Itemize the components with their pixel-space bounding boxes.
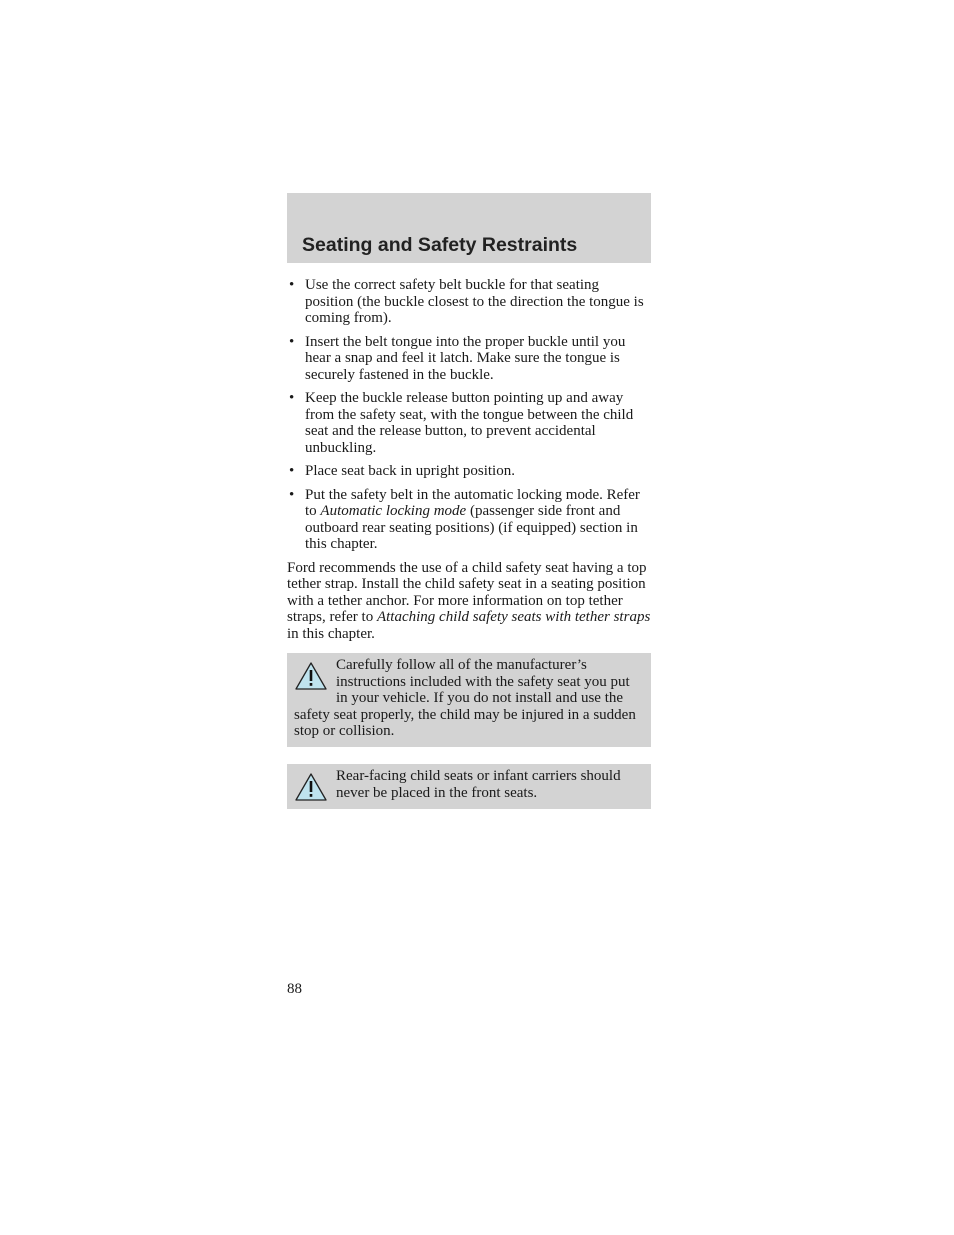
page-number: 88 (287, 981, 302, 997)
list-item (287, 463, 651, 480)
instruction-list (287, 277, 651, 553)
warning-box-rear-facing (287, 764, 651, 809)
section-header-band (287, 193, 651, 263)
list-item (287, 334, 651, 384)
list-item-text: Insert the belt tongue into the proper buckle until you hear a snap and feel it latch. Make sure the tongue is securely fastened in the buckle. (305, 333, 626, 383)
cross-reference-tether-straps: Attaching child safety seats with tether straps (376, 609, 651, 625)
warning-text: Carefully follow all of the manufacturer’s instructions included with the safety seat you put in your vehicle. If you do not install and use the safety seat properly, the child may be injured in a sudden stop or collision. (294, 657, 636, 739)
cross-reference-automatic-locking-mode: Automatic locking mode (320, 503, 467, 519)
paragraph-text-start: Ford recommends the use of a child safety seat having a top tether strap. Install the child safety seat in a seating position with a tether anchor. For more information on top tether straps, refer to (287, 559, 647, 625)
list-item (287, 390, 651, 456)
list-item (287, 277, 651, 327)
warning-text: Rear-facing child seats or infant carriers should never be placed in the front seats. (336, 768, 621, 801)
list-item (287, 487, 651, 553)
tether-paragraph (287, 560, 651, 643)
list-item-text: Place seat back in upright position. (305, 463, 515, 479)
list-item-text-start: Put the safety belt in the automatic locking mode. Refer to (305, 486, 640, 519)
bullet-point: • (289, 486, 295, 503)
bullet-point: • (289, 390, 295, 406)
warning-triangle-icon (294, 661, 328, 691)
section-title: Seating and Safety Restraints (302, 234, 578, 256)
paragraph-text-end: in this chapter. (287, 625, 375, 642)
list-item-text: Keep the buckle release button pointing up and away from the safety seat, with the tongue between the child seat and the release button, to prevent accidental unbuckling. (305, 390, 634, 456)
bullet-point: • (289, 333, 295, 350)
warning-triangle-icon (294, 772, 328, 802)
bullet-point: • (289, 277, 295, 293)
bullet-point: • (289, 463, 295, 479)
list-item-text: Use the correct safety belt buckle for that seating position (the buckle closest to the direction the tongue is coming from). (305, 277, 644, 326)
main-content (287, 277, 651, 642)
warning-box-install (287, 653, 651, 747)
list-item-text-end: (passenger side front and outboard rear seating positions) (if equipped) section in this chapter. (305, 503, 638, 552)
